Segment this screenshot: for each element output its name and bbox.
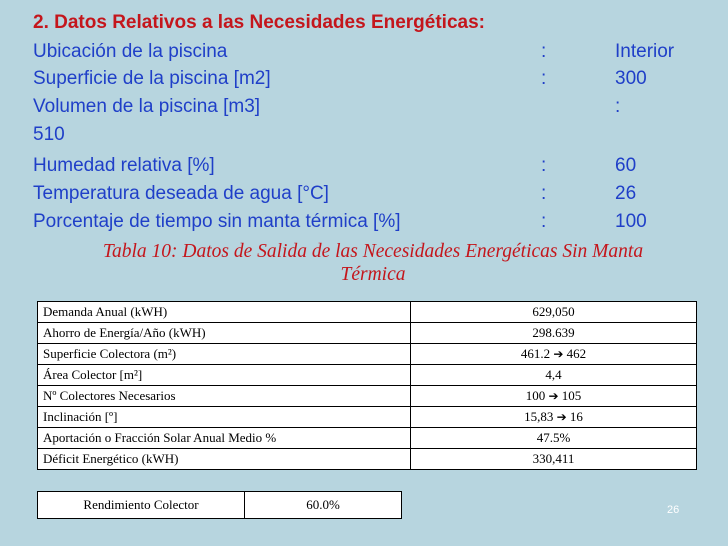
info-label: Porcentaje de tiempo sin manta térmica [%]	[33, 211, 401, 232]
table-value: 15,83	[524, 409, 554, 424]
table-value: 629,050	[532, 304, 575, 319]
info-value: 100	[615, 211, 647, 232]
table-row	[38, 323, 697, 344]
table-value-rounded: 16	[569, 409, 583, 424]
table-key-cell: Déficit Energético (kWH)	[38, 449, 411, 470]
table-row	[38, 428, 697, 449]
table-value-cell	[411, 386, 697, 407]
info-colon: :	[541, 68, 547, 89]
table-row	[38, 302, 697, 323]
caption-line-1: Tabla 10: Datos de Salida de las Necesidades Energéticas Sin Manta	[102, 241, 644, 262]
performance-label: Rendimiento Colector	[38, 492, 245, 519]
info-label: Ubicación de la piscina	[33, 41, 228, 62]
table-value-cell	[411, 428, 697, 449]
output-data-table	[37, 301, 697, 470]
table-value-cell	[411, 449, 697, 470]
table-value: 461.2	[520, 346, 551, 361]
table-value: 4,4	[545, 367, 562, 382]
info-value: :	[615, 96, 621, 117]
table-row	[38, 344, 697, 365]
info-value: 60	[615, 155, 637, 176]
arrow-right-icon: ➔	[556, 410, 567, 424]
table-value: 330,411	[532, 451, 575, 466]
table-value-rounded: 462	[566, 346, 587, 361]
table-key-cell: Aportación o Fracción Solar Anual Medio %	[38, 428, 411, 449]
table-value: 47.5%	[536, 430, 571, 445]
table-row	[38, 386, 697, 407]
table-row	[38, 365, 697, 386]
page-number: 26	[667, 504, 680, 516]
table-value: 298.639	[532, 325, 575, 340]
table-row	[38, 407, 697, 428]
section-heading: 2. Datos Relativos a las Necesidades Energéticas:	[33, 12, 485, 33]
collector-performance-table	[37, 491, 402, 519]
info-value: 300	[615, 68, 647, 89]
table-key-cell: Demanda Anual (kWH)	[38, 302, 411, 323]
table-value-rounded: 105	[561, 388, 582, 403]
arrow-right-icon: ➔	[553, 347, 564, 361]
table-value: 100	[525, 388, 546, 403]
table-key-cell: Área Colector [m²]	[38, 365, 411, 386]
info-colon: :	[541, 155, 547, 176]
info-label: 510	[33, 124, 65, 145]
info-colon: :	[541, 211, 547, 232]
table-value-cell	[411, 302, 697, 323]
caption-line-2: Térmica	[340, 264, 406, 285]
table-value-cell	[411, 365, 697, 386]
info-label: Temperatura deseada de agua [°C]	[33, 183, 329, 204]
arrow-right-icon: ➔	[548, 389, 559, 403]
info-colon: :	[541, 41, 547, 62]
info-label: Humedad relativa [%]	[33, 155, 215, 176]
table-key-cell: Nº Colectores Necesarios	[38, 386, 411, 407]
info-colon: :	[541, 183, 547, 204]
table-row	[38, 449, 697, 470]
info-label: Volumen de la piscina [m3]	[33, 96, 261, 117]
table-value-cell	[411, 407, 697, 428]
info-value: 26	[615, 183, 637, 204]
table-key-cell: Ahorro de Energía/Año (kWH)	[38, 323, 411, 344]
table-key-cell: Inclinación [º]	[38, 407, 411, 428]
table-value-cell	[411, 344, 697, 365]
info-value: Interior	[615, 41, 675, 62]
performance-value: 60.0%	[245, 492, 402, 519]
performance-row	[38, 492, 402, 519]
table-key-cell: Superficie Colectora (m²)	[38, 344, 411, 365]
info-label: Superficie de la piscina [m2]	[33, 68, 271, 89]
table-caption	[33, 240, 713, 286]
table-value-cell	[411, 323, 697, 344]
